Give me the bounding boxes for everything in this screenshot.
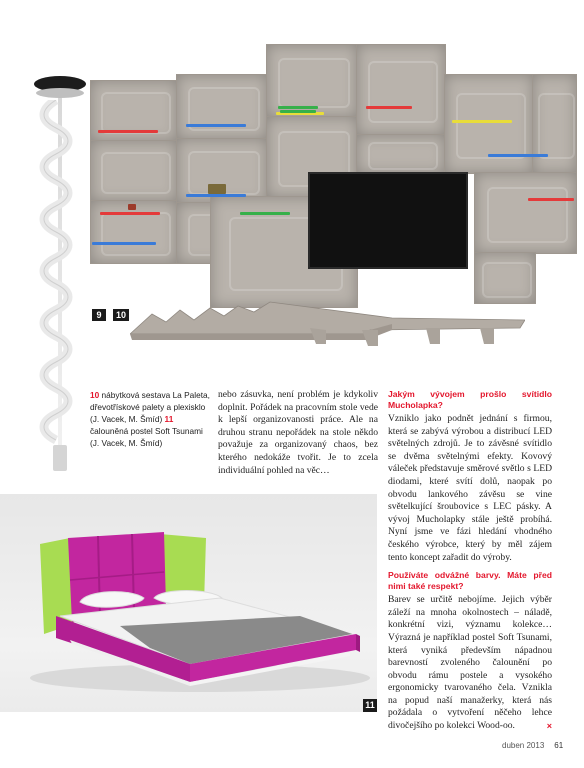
- interview-answer: Vzniklo jako podnět jednání s firmou, která se zabývá výrobou a distribucí LED světelných zdrojů. Je to závěsné svítidlo se dvěma světelnými efekty. Kovový váleček představuje směrové světlo s LED diodami, které svítí dolů, naopak po obvodu lankového závěsu se vine světelkující šroubovice s LEC pásky. A vývoj Mucholapky stále ještě probíhá. Nyní jsme ve fázi hledání vhodného českého výrobce, který by měl zájem tento koncept zařadit do výroby.: [388, 413, 552, 563]
- caption-number-11: 11: [164, 414, 174, 424]
- figure-number-9: 9: [92, 309, 106, 321]
- pallet-bench-illustration: [130, 300, 525, 348]
- television: [308, 172, 468, 269]
- lamp-spiral-illustration: [38, 100, 74, 455]
- issue-date: duben 2013: [502, 741, 545, 750]
- pallet-panel: [474, 252, 536, 304]
- page-number: 61: [554, 741, 564, 750]
- figure-number-11: 11: [363, 699, 377, 712]
- caption-number-10: 10: [90, 390, 100, 400]
- pallet-panel: [356, 44, 446, 136]
- plexiglass-shelf: [280, 110, 316, 113]
- pallet-panel: [356, 134, 446, 174]
- plexiglass-shelf: [186, 194, 246, 197]
- plexiglass-shelf: [240, 212, 290, 215]
- lamp-shade-rim: [36, 88, 84, 98]
- interview-answer: [388, 594, 552, 733]
- caption-text-10: nábytková sestava La Paleta, dřevotřískové palety a plexisklo (J. Vacek, M. Šmíd): [90, 390, 210, 424]
- bed-photo: [0, 494, 377, 712]
- interview-question: Jakým vývojem prošlo svítidlo Mucholapka?: [388, 389, 552, 410]
- pallet-panel: [176, 74, 268, 140]
- plexiglass-shelf: [488, 154, 548, 157]
- caption-text-11: čalouněná postel Soft Tsunami (J. Vacek, M. Šmíd): [90, 426, 203, 448]
- figure-caption: [90, 389, 210, 449]
- books: [208, 184, 226, 194]
- article-paragraph: nebo zásuvka, není problém je kdykoliv doplnit. Pořádek na pracovním stole vede k lepší organizovanosti práce. Ale na druhou stranu nepořádek na stole někdo považuje za organizovaný chaos, bez kterého nedokáže tvořit. Je to zcela individuální pohled na věc…: [218, 389, 378, 476]
- plexiglass-shelf: [366, 106, 412, 109]
- interview-answer-text: Barev se určitě nebojíme. Jejich výběr záleží na mnoha okolnostech – náladě, konkrétní vizi, významu kolekce… Výrazná je například postel Soft Tsunami, která vyniká především nápadnou barevností zvoleného čalounění po obvodu rámu postele a vysokého ergonomicky tvarovaného čela. Vznikla na popud naší manažerky, která nás požádala o vytvoření něčeho lehce divočejšího po kolekci Wood-oo.: [388, 594, 552, 732]
- interview-question: Používáte odvážné barvy. Máte před nimi také respekt?: [388, 570, 552, 592]
- pallet-panel: [474, 172, 577, 254]
- plexiglass-shelf: [528, 198, 574, 201]
- plexiglass-shelf: [92, 242, 156, 245]
- article-column-right: [388, 389, 552, 733]
- lamp-cylinder: [53, 445, 67, 471]
- books: [128, 204, 136, 210]
- plexiglass-shelf: [186, 124, 246, 127]
- plexiglass-shelf: [100, 212, 160, 215]
- plexiglass-shelf: [98, 130, 158, 133]
- plexiglass-shelf: [278, 106, 318, 109]
- figure-number-10: 10: [113, 309, 129, 321]
- pallet-panel: [444, 74, 534, 174]
- pallet-panel: [532, 74, 577, 174]
- pallet-panel: [90, 140, 178, 202]
- page-footer: [502, 741, 563, 750]
- end-mark-icon: ×: [546, 721, 552, 732]
- plexiglass-shelf: [452, 120, 512, 123]
- article-column-middle: [218, 389, 378, 477]
- bed-illustration: [0, 494, 377, 712]
